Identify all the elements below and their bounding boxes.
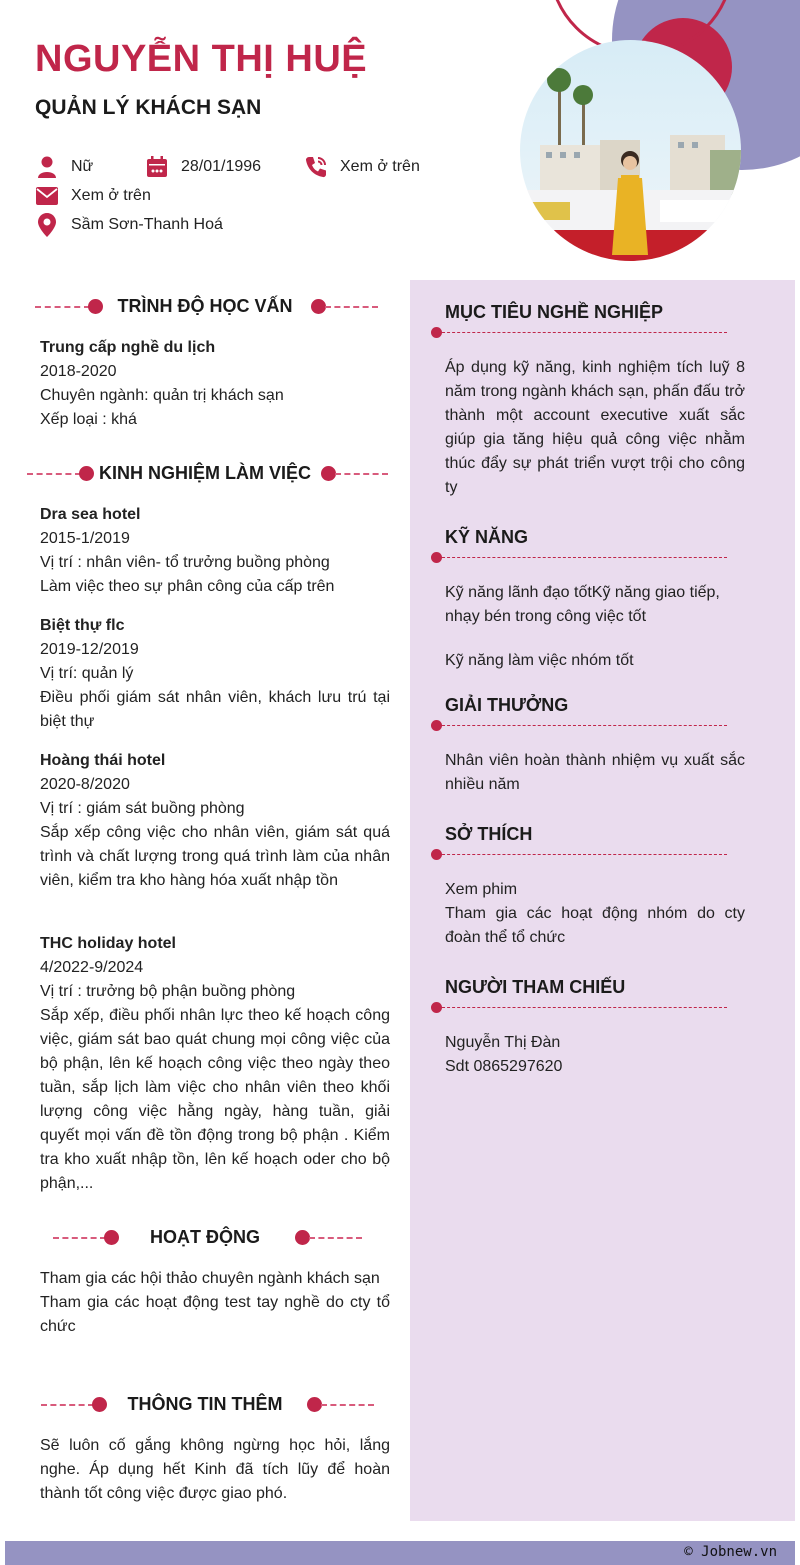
job-title: QUẢN LÝ KHÁCH SẠN xyxy=(35,96,262,119)
company-name: Dra sea hotel xyxy=(40,506,141,523)
company-name: Hoàng thái hotel xyxy=(40,752,166,769)
job-period: 2015-1/2019 xyxy=(40,530,130,547)
phone-icon xyxy=(304,155,328,179)
contact-email xyxy=(35,184,151,208)
job-description: Sắp xếp công việc cho nhân viên, giám sát quá trình và chất lượng trong quá trình làm của nhân viên, kiểm tra kho hàng hóa xuất nhập tồn xyxy=(40,824,390,889)
reference-name: Nguyễn Thị Đàn xyxy=(445,1034,561,1051)
envelope-icon xyxy=(35,184,59,208)
references-heading: NGƯỜI THAM CHIẾU xyxy=(445,977,745,998)
contact-gender xyxy=(35,155,93,179)
activity-item: Tham gia các hoạt động test tay nghề do cty tổ chức xyxy=(40,1294,390,1335)
birthdate-value: 28/01/1996 xyxy=(181,158,262,175)
skills-heading: KỸ NĂNG xyxy=(445,527,745,548)
job-position: Vị trí : giám sát buồng phòng xyxy=(40,800,245,817)
experience-job-1 xyxy=(40,503,390,599)
hobbies-block xyxy=(445,878,745,950)
awards-text: Nhân viên hoàn thành nhiệm vụ xuất sắc nhiều năm xyxy=(445,752,745,793)
skill-item: Kỹ năng làm việc nhóm tốt xyxy=(445,652,634,669)
job-position: Vị trí: quản lý xyxy=(40,665,134,682)
experience-job-3 xyxy=(40,749,390,893)
hobby-item: Tham gia các hoạt động nhóm do cty đoàn thể tổ chức xyxy=(445,905,745,946)
gender-value: Nữ xyxy=(71,158,94,175)
additional-text: Sẽ luôn cố gắng không ngừng học hỏi, lắng nghe. Áp dụng hết Kinh đã tích lũy để hoàn thành tốt công việc được giao phó. xyxy=(40,1437,390,1502)
school-name: Trung cấp nghề du lịch xyxy=(40,339,216,356)
experience-job-4 xyxy=(40,932,390,1196)
education-major: Chuyên ngành: quản trị khách sạn xyxy=(40,387,284,404)
calendar-icon xyxy=(145,155,169,179)
activity-item: Tham gia các hội thảo chuyên ngành khách sạn xyxy=(40,1270,380,1287)
job-position: Vị trí : nhân viên- tổ trưởng buồng phòng xyxy=(40,554,330,571)
objective-heading: MỤC TIÊU NGHỀ NGHIỆP xyxy=(445,302,745,323)
company-name: Biệt thự flc xyxy=(40,617,125,634)
footer-bar xyxy=(5,1541,795,1565)
contact-phone xyxy=(304,155,420,179)
job-position: Vị trí : trưởng bộ phận buồng phòng xyxy=(40,983,296,1000)
reference-phone: Sdt 0865297620 xyxy=(445,1058,563,1075)
education-period: 2018-2020 xyxy=(40,363,117,380)
job-description: Sắp xếp, điều phối nhân lực theo kế hoạch công việc, giám sát bao quát chung mọi công việc của bộ phận, lên kế hoạch công việc theo ngày theo tuần, sắp lịch làm việc cho nhân viên theo khối lượng công việc hằng ngày, hàng tuần, giải quyết mọi vấn đề tồn động trong bộ phận . Kiểm tra kho xuất nhập tồn, lên kế hoạch oder cho bộ phận,... xyxy=(40,1007,390,1192)
address-value: Sầm Sơn-Thanh Hoá xyxy=(71,216,223,233)
company-name: THC holiday hotel xyxy=(40,935,176,952)
candidate-name: NGUYỄN THỊ HUỆ xyxy=(35,38,368,80)
contact-birthdate xyxy=(145,155,261,179)
copyright-text: © Jobnew.vn xyxy=(684,1544,777,1560)
additional-heading: THÔNG TIN THÊM xyxy=(0,1390,410,1420)
activities-block xyxy=(40,1267,390,1339)
hobbies-heading: SỞ THÍCH xyxy=(445,824,745,845)
job-description: Điều phối giám sát nhân viên, khách lưu trú tại biệt thự xyxy=(40,689,390,730)
awards-heading: GIẢI THƯỞNG xyxy=(445,695,745,716)
hobby-item: Xem phim xyxy=(445,881,518,898)
objective-text: Áp dụng kỹ năng, kinh nghiệm tích luỹ 8 năm trong ngành khách sạn, phấn đấu trở thành một account executive xuất sắc giúp gia tăng hiệu quả công việc nhằm thúc đẩy sự phát triển vượt trội cho công ty xyxy=(445,359,745,496)
phone-value: Xem ở trên xyxy=(340,158,420,175)
location-pin-icon xyxy=(35,213,59,237)
job-description: Làm việc theo sự phân công của cấp trên xyxy=(40,578,335,595)
job-period: 2020-8/2020 xyxy=(40,776,130,793)
skills-block xyxy=(445,581,745,673)
job-period: 4/2022-9/2024 xyxy=(40,959,144,976)
experience-job-2 xyxy=(40,614,390,734)
person-icon xyxy=(35,155,59,179)
job-period: 2019-12/2019 xyxy=(40,641,139,658)
profile-photo xyxy=(520,40,741,261)
activities-heading: HOẠT ĐỘNG xyxy=(0,1223,410,1253)
experience-heading: KINH NGHIỆM LÀM VIỆC xyxy=(0,459,410,489)
email-value: Xem ở trên xyxy=(71,187,151,204)
skill-item: Kỹ năng lãnh đạo tốtKỹ năng giao tiếp, nhạy bén trong công việc tốt xyxy=(445,584,720,625)
education-grade: Xếp loại : khá xyxy=(40,411,137,428)
references-block xyxy=(445,1031,745,1079)
contact-address xyxy=(35,213,223,237)
education-block xyxy=(40,336,390,432)
education-heading: TRÌNH ĐỘ HỌC VẤN xyxy=(0,292,410,322)
